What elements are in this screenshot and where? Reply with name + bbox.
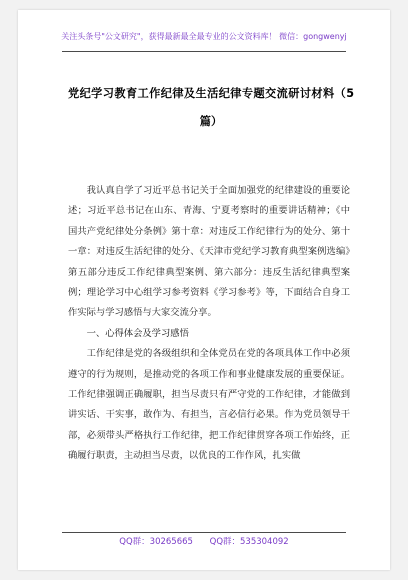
section-heading: 一、心得体会及学习感悟 <box>86 327 189 339</box>
footer-divider <box>62 532 346 533</box>
footer <box>18 536 390 548</box>
document-title: 党纪学习教育工作纪律及生活纪律专题交流研讨材料（5篇） <box>68 87 354 128</box>
footer-qq-group-1: QQ群：30265665 <box>119 537 193 547</box>
intro-paragraph: 我认真自学了习近平总书记关于全面加强党的纪律建设的重要论述；习近平总书记在山东、青海、宁夏考察时的重要讲话精神；《中国共产党纪律处分条例》第十章：对违反工作纪律行为的处分、第十一章：对违反生活纪律的处分、《天津市党纪学习教育典型案例选编》第五部分违反工作纪律典型案例、第六部分：违反生活纪律典型案例；理论学习中心组学习参考资料《学习参考》等，下面结合自身工作实际与学习感悟与大家交流分享。 <box>68 185 350 319</box>
header-divider <box>62 51 346 52</box>
footer-qq-group-2: QQ群：535304092 <box>209 537 289 547</box>
body-paragraph: 工作纪律是党的各级组织和全体党员在党的各项具体工作中必须遵守的行为规则，是推动党的各项工作和事业健康发展的重要保证。工作纪律强调正确履职，担当尽责只有严守党的工作纪律，才能做到讲实话、干实事，敢作为、有担当，言必信行必果。作为党员领导干部，必须带头严格执行工作纪律，把工作纪律贯穿各项工作始终，正确履行职责，主动担当尽责，以优良的工作作风，扎实做 <box>68 348 350 462</box>
document-body <box>68 181 350 467</box>
document-page <box>18 10 390 570</box>
header-banner: 关注头条号"公文研究"，获得最新最全最专业的公文资料库！ 微信：gongwenyj <box>61 32 347 41</box>
